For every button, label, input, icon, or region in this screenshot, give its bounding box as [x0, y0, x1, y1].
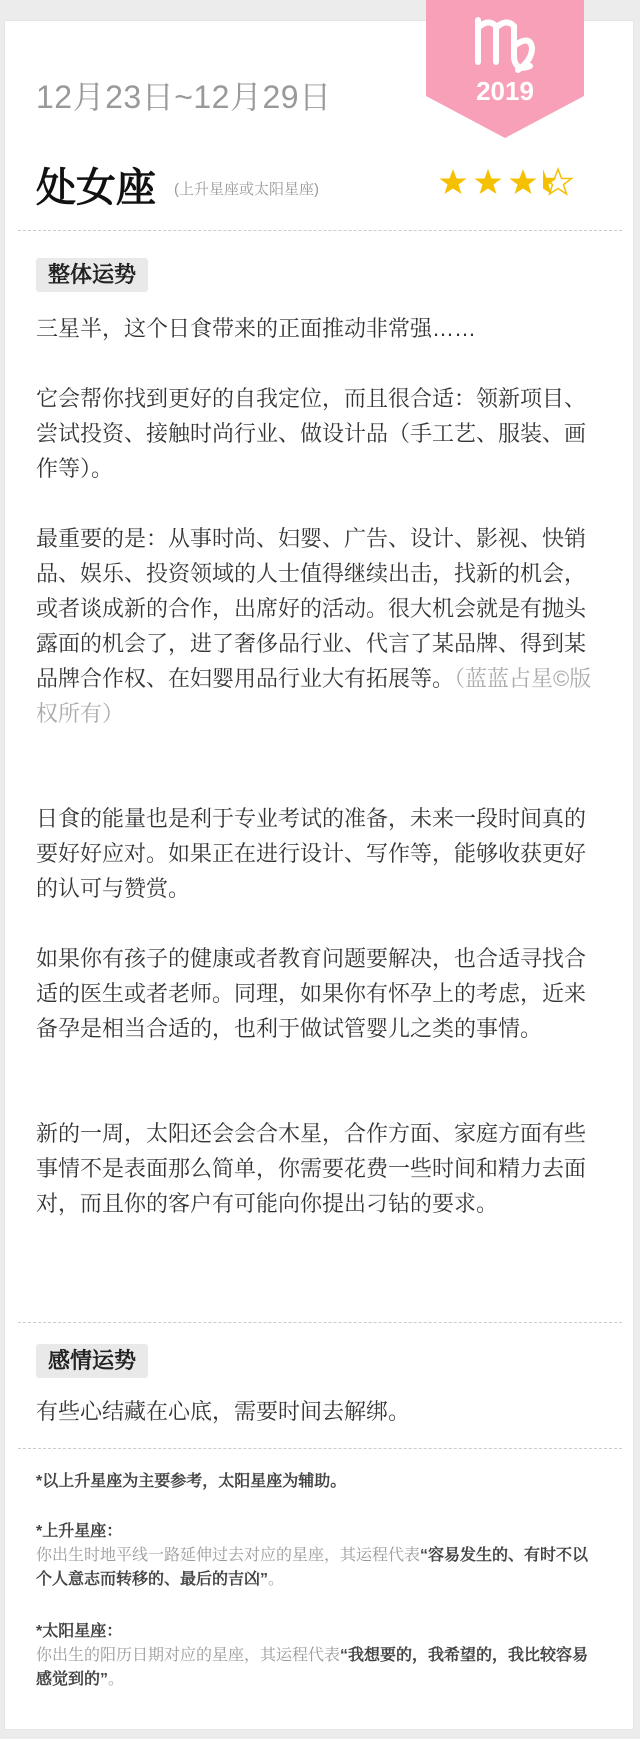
note-rising-text: 你出生时地平线一路延伸过去对应的星座，其运程代表	[36, 1547, 421, 1564]
note-sun	[36, 1620, 604, 1692]
love-paragraph: 有些心结藏在心底，需要时间去解绑。	[36, 1399, 411, 1424]
title-row	[36, 156, 596, 210]
year-badge	[426, 0, 584, 138]
overall-paragraph-4: 日食的能量也是利于专业考试的准备，未来一段时间真的要好好应对。如果正在进行设计、写作等，能够收获更好的认可与赞赏。	[36, 806, 587, 901]
note-main-text: *以上升星座为主要参考，太阳星座为辅助。	[36, 1473, 347, 1490]
note-sun-title: *太阳星座：	[36, 1623, 123, 1640]
rating-stars	[438, 166, 598, 200]
star-icon	[440, 169, 467, 194]
note-rising-end: 。	[268, 1571, 285, 1588]
paragraph-3-text: 最重要的是：从事时尚、妇婴、广告、设计、影视、快销品、娱乐、投资领域的人士值得继续出击，找新的机会，或者谈成新的合作，出席好的活动。很大机会就是有抛头露面的机会了，进了奢侈品行业、代言了某品牌、得到某品牌合作权、在妇婴用品行业大有拓展等。	[36, 526, 587, 691]
divider	[18, 230, 622, 231]
note-sun-bold: “我想要的，我希望的，我比较容易感觉到的”	[36, 1647, 589, 1688]
badge-year: 2019	[476, 76, 534, 106]
overall-paragraph-5: 如果你有孩子的健康或者教育问题要解决，也合适寻找合适的医生或者老师。同理，如果你有怀孕上的考虑，近来备孕是相当合适的，也利于做试管婴儿之类的事情。	[36, 946, 587, 1041]
half-star-icon	[530, 169, 557, 194]
overall-paragraph-3	[36, 521, 604, 731]
note-rising-title: *上升星座：	[36, 1523, 123, 1540]
copyright-watermark: （蓝蓝占星©版权所有）	[36, 666, 592, 726]
star-icon	[510, 169, 537, 194]
note-sun-end: 。	[108, 1671, 125, 1688]
note-sun-text: 你出生的阳历日期对应的星座，其运程代表	[36, 1647, 341, 1664]
divider	[18, 1448, 622, 1449]
date-range: 12月23日~12月29日	[36, 79, 332, 115]
divider	[18, 1322, 622, 1323]
star-icon	[475, 169, 502, 194]
sign-note: (上升星座或太阳星座)	[174, 181, 319, 198]
overall-paragraph-2: 它会帮你找到更好的自我定位，而且很合适：领新项目、尝试投资、接触时尚行业、做设计品（手工艺、服装、画作等）。	[36, 386, 587, 481]
overall-paragraph-6: 新的一周，太阳还会会合木星，合作方面、家庭方面有些事情不是表面那么简单，你需要花费一些时间和精力去面对，而且你的客户有可能向你提出刁钻的要求。	[36, 1121, 587, 1216]
overall-fortune-tag: 整体运势	[36, 258, 148, 292]
overall-paragraph-1: 三星半，这个日食带来的正面推动非常强……	[36, 316, 477, 341]
note-rising	[36, 1520, 604, 1592]
sign-title: 处女座	[36, 166, 156, 210]
note-main	[36, 1470, 604, 1494]
note-rising-bold: “容易发生的、有时不以个人意志而转移的、最后的吉凶”	[36, 1547, 589, 1588]
love-fortune-tag: 感情运势	[36, 1344, 148, 1378]
